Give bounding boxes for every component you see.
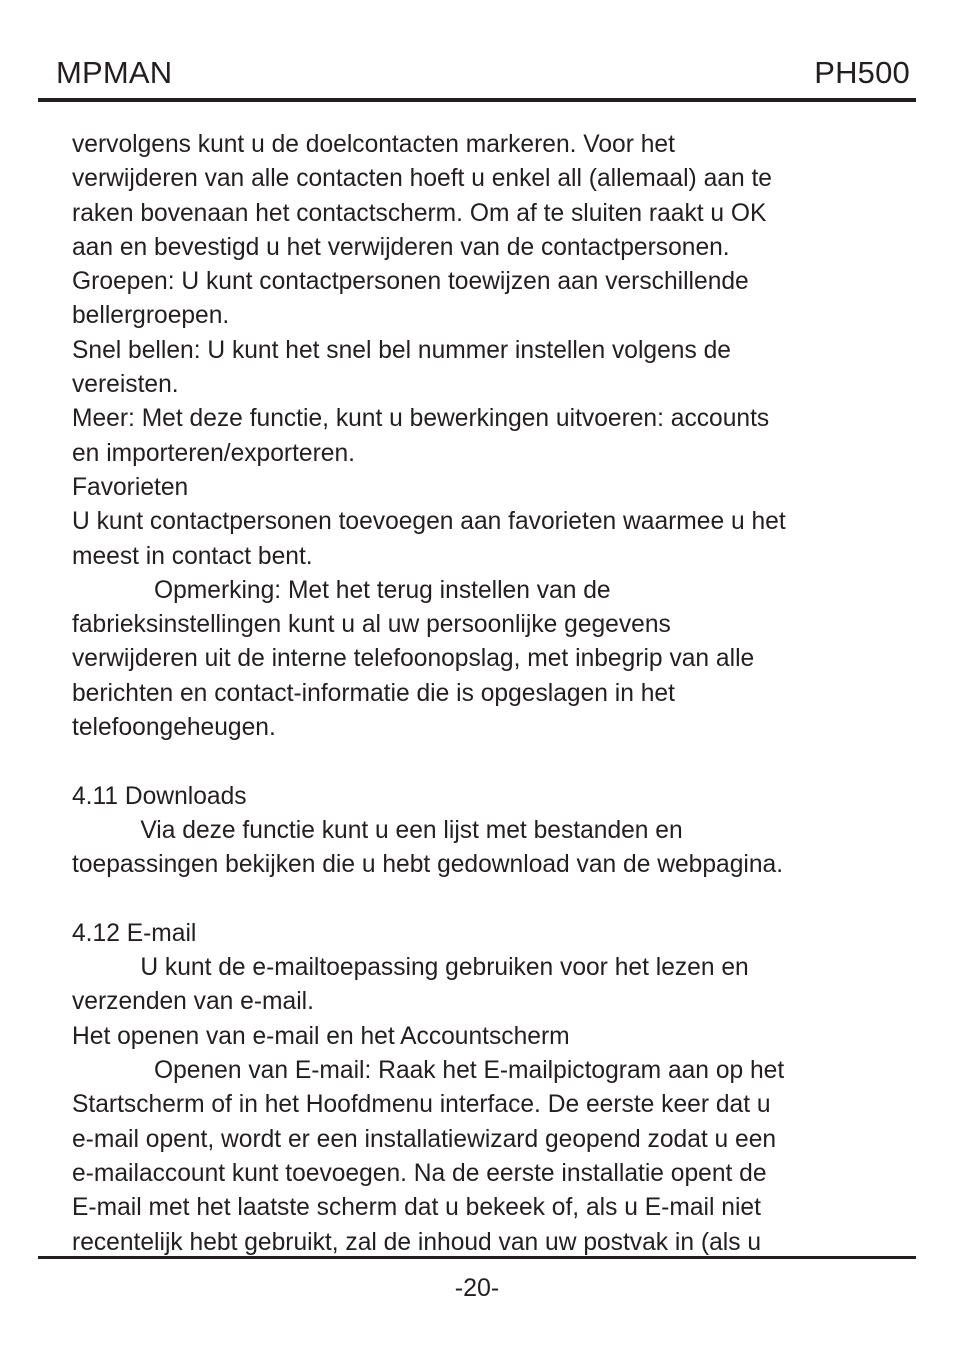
subheading-accountscherm: Het openen van e-mail en het Accountscherm — [72, 1022, 570, 1050]
text-line: Openen van E-mail: Raak het E-mailpictogram aan op het — [72, 1057, 785, 1085]
header-brand: MPMAN — [56, 55, 173, 90]
text-line: telefoongeheugen. — [72, 714, 276, 742]
page-number: -20- — [454, 1274, 500, 1302]
note-line: Opmerking: Met het terug instellen van de — [72, 576, 611, 604]
text-line: recentelijk hebt gebruikt, zal de inhoud van uw postvak in (als u — [72, 1228, 762, 1256]
text-line: bellergroepen. — [72, 302, 230, 330]
text-line: fabrieksinstellingen kunt u al uw persoonlijke gegevens — [72, 611, 671, 639]
section-heading-email: 4.12 E-mail — [72, 919, 197, 947]
text-line: meest in contact bent. — [72, 542, 313, 570]
text-line: vereisten. — [72, 371, 179, 399]
text-line: e-mailaccount kunt toevoegen. Na de eerste installatie opent de — [72, 1159, 767, 1187]
blank-line — [72, 745, 912, 779]
section-heading-downloads: 4.11 Downloads — [72, 782, 247, 810]
text-line: verzenden van e-mail. — [72, 988, 314, 1016]
text-line: toepassingen bekijken die u hebt gedownload van de webpagina. — [72, 851, 784, 879]
text-line: Snel bellen: U kunt het snel bel nummer instellen volgens de — [72, 336, 731, 364]
text-line: e-mail opent, wordt er een installatiewizard geopend zodat u een — [72, 1125, 777, 1153]
text-line: Meer: Met deze functie, kunt u bewerkingen uitvoeren: accounts — [72, 405, 770, 433]
footer-divider — [38, 1256, 916, 1259]
text-line: Startscherm of in het Hoofdmenu interface. De eerste keer dat u — [72, 1091, 771, 1119]
header-divider — [38, 98, 916, 102]
text-line: vervolgens kunt u de doelcontacten markeren. Voor het — [72, 131, 675, 158]
text-line: U kunt de e-mailtoepassing gebruiken voor het lezen en — [72, 954, 749, 982]
text-line: Via deze functie kunt u een lijst met bestanden en — [72, 816, 683, 844]
text-line: verwijderen uit de interne telefoonopslag, met inbegrip van alle — [72, 645, 755, 673]
text-line: U kunt contactpersonen toevoegen aan favorieten waarmee u het — [72, 508, 786, 536]
header-model: PH500 — [814, 55, 910, 90]
body-text — [72, 128, 912, 1256]
text-line: Groepen: U kunt contactpersonen toewijzen aan verschillende — [72, 268, 749, 296]
text-line: raken bovenaan het contactscherm. Om af te sluiten raakt u OK — [72, 199, 767, 227]
section-heading-favorieten: Favorieten — [72, 473, 189, 501]
text-line: E-mail met het laatste scherm dat u bekeek of, als u E-mail niet — [72, 1194, 761, 1222]
text-line: berichten en contact-informatie die is opgeslagen in het — [72, 679, 675, 707]
blank-line — [72, 883, 912, 917]
text-line: aan en bevestigd u het verwijderen van de contactpersonen. — [72, 233, 730, 261]
text-line: verwijderen van alle contacten hoeft u enkel all (allemaal) aan te — [72, 165, 772, 193]
text-line: en importeren/exporteren. — [72, 439, 355, 467]
